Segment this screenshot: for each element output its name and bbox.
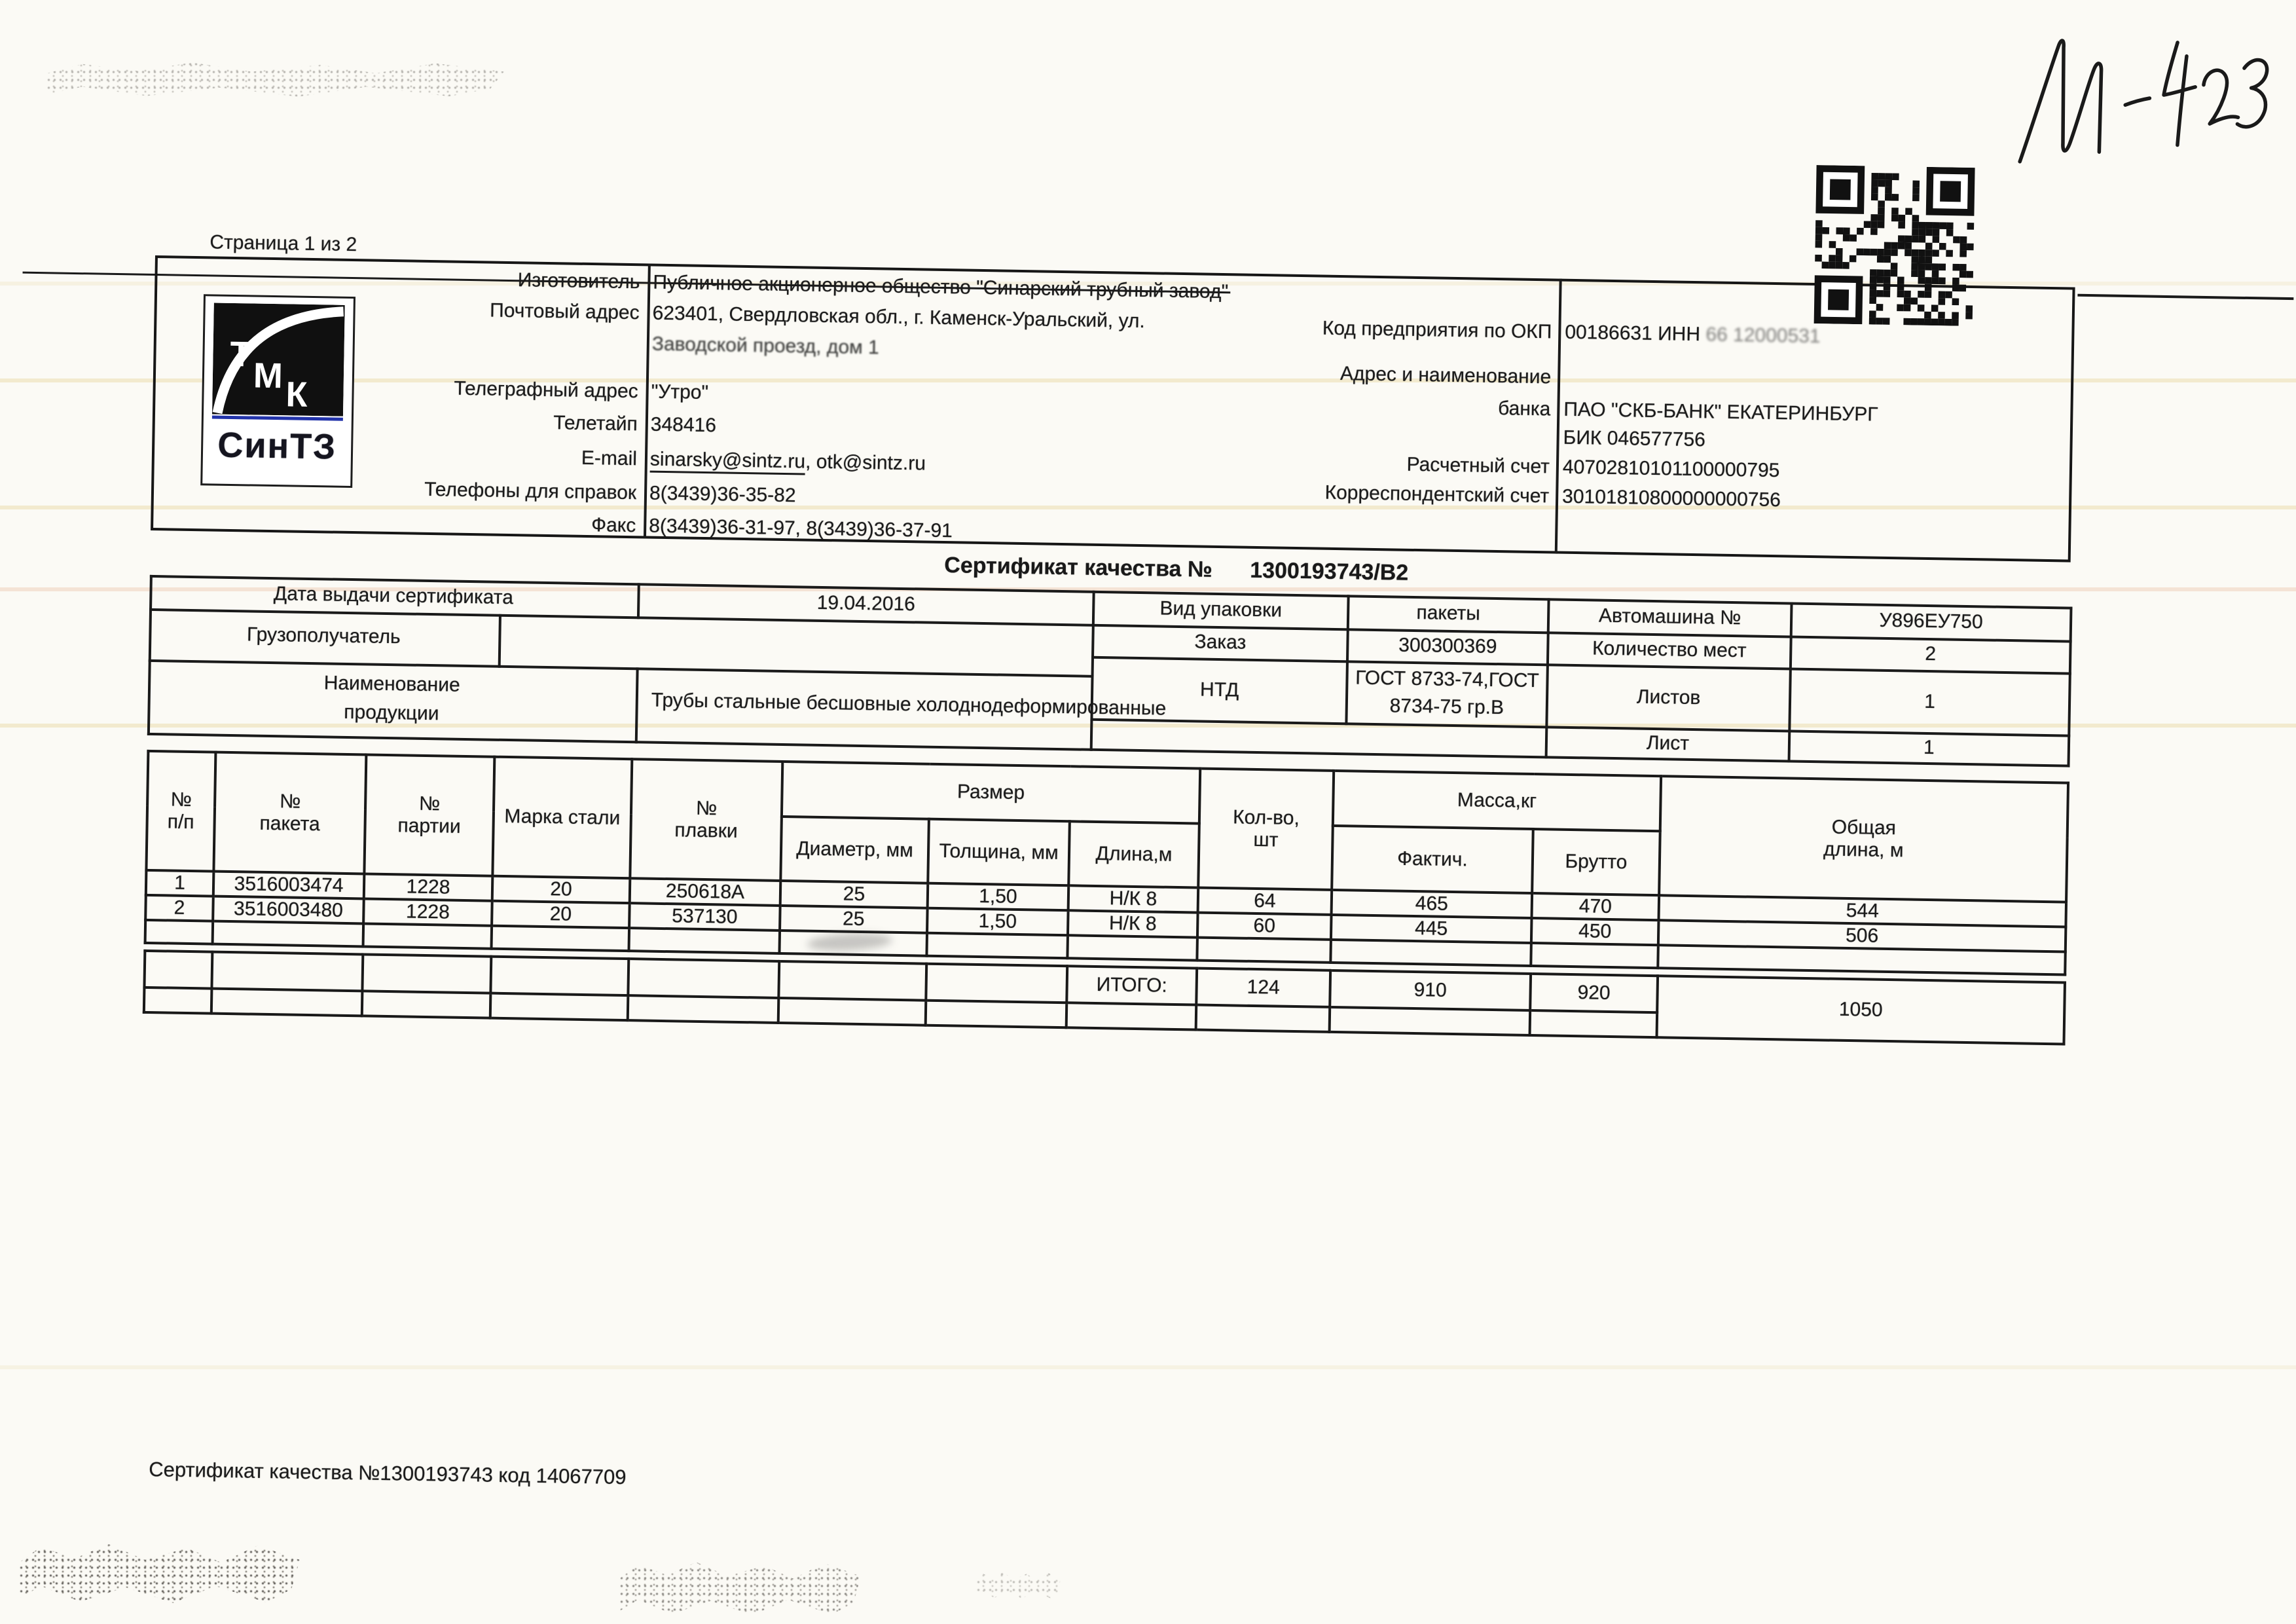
scan-line-artifact xyxy=(2077,294,2293,300)
table-cell: 544 xyxy=(1659,895,2067,927)
field-label: Телефоны для справок xyxy=(424,478,637,504)
corr-account-value: 30101810800000000756 xyxy=(1561,485,1781,511)
email-secondary: otk@sintz.ru xyxy=(816,451,926,475)
table-cell: 1,50 xyxy=(927,908,1068,936)
field-label: Телеграфный адрес xyxy=(454,377,638,403)
account-value: 40702810101100000795 xyxy=(1562,456,1780,482)
col-header-thickness: Толщина, мм xyxy=(928,819,1070,886)
pipe-data-table xyxy=(144,750,2070,976)
table-cell: 64 xyxy=(1198,888,1332,915)
col-header-gross: Брутто xyxy=(1532,829,1660,895)
field-value: 623401, Свердловская обл., г. Каменск-Уральский, ул. xyxy=(652,302,1146,333)
col-header-mass-group: Масса,кг xyxy=(1333,771,1661,831)
handwritten-mark xyxy=(1995,18,2286,179)
sheets-value: 1 xyxy=(1923,690,1936,713)
table-cell xyxy=(490,957,629,995)
tmk-letter-k: К xyxy=(285,375,308,415)
table-cell xyxy=(211,989,363,1016)
table-cell xyxy=(492,926,630,951)
sheet-value: 1 xyxy=(1923,736,1935,759)
table-cell: 465 xyxy=(1332,890,1533,918)
table-cell xyxy=(1196,1005,1330,1032)
table-cell xyxy=(211,952,363,991)
field-value: "Утро" xyxy=(651,380,709,404)
table-cell xyxy=(1066,1003,1197,1029)
qr-code xyxy=(1812,165,1978,326)
table-cell xyxy=(144,951,212,989)
table-cell: 20 xyxy=(492,901,630,928)
totals-label: ИТОГО: xyxy=(1066,966,1197,1005)
table-cell xyxy=(362,954,491,993)
consignee-label: Грузополучатель xyxy=(246,623,401,648)
field-label: Адрес и наименование xyxy=(1339,363,1552,388)
table-cell xyxy=(628,959,779,998)
table-cell: 506 xyxy=(1658,920,2066,951)
table-cell: 60 xyxy=(1197,913,1332,940)
field-label: Корреспондентский счет xyxy=(1324,481,1550,507)
col-header-package: № пакета xyxy=(213,752,366,874)
field-label: Телетайп xyxy=(553,412,638,435)
okp-inn-value xyxy=(1565,322,1821,348)
email-value xyxy=(650,449,926,475)
certificate-title-line xyxy=(944,553,1409,586)
table-cell: Н/К 8 xyxy=(1068,910,1198,937)
table-cell xyxy=(926,933,1068,959)
table-cell: 250618А xyxy=(630,878,781,906)
totals-gross: 920 xyxy=(1530,974,1658,1012)
table-cell: 470 xyxy=(1532,893,1660,920)
places-label: Количество мест xyxy=(1592,637,1747,662)
table-cell xyxy=(778,998,926,1025)
tmk-letter-m: М xyxy=(253,356,283,396)
field-label: Факс xyxy=(591,514,636,537)
order-value: 300300369 xyxy=(1398,634,1497,658)
certificate-number: 1300193743/В2 xyxy=(1249,557,1409,585)
page-label: Страница 1 из 2 xyxy=(210,231,357,256)
field-label: Почтовый адрес xyxy=(489,299,640,324)
field-label: Изготовитель xyxy=(517,269,640,293)
col-header-actual: Фактич. xyxy=(1332,826,1533,893)
field-label: банка xyxy=(1497,397,1551,420)
product-label: продукции xyxy=(344,701,439,725)
product-value: Трубы стальные бесшовные холоднодеформированные xyxy=(651,689,1167,720)
handwriting-digit-2 xyxy=(2202,69,2238,124)
field-value: Заводской проезд, дом 1 xyxy=(651,333,880,359)
tmk-logo-mark xyxy=(212,303,345,416)
field-label: Расчетный счет xyxy=(1406,453,1550,478)
col-header-num: № п/п xyxy=(146,751,215,872)
table-cell: 1 xyxy=(146,870,214,896)
ntd-value: 8734-75 гр.В xyxy=(1389,695,1504,719)
bank-bik: БИК 046577756 xyxy=(1563,426,1706,451)
totals-qty: 124 xyxy=(1196,969,1330,1007)
handwriting-digit-4 xyxy=(2159,41,2200,146)
table-cell xyxy=(1530,1010,1658,1037)
truck-label: Автомашина № xyxy=(1598,604,1741,629)
email-primary: sinarsky@sintz.ru xyxy=(650,449,806,475)
table-cell xyxy=(1330,1007,1531,1035)
sheet-label: Лист xyxy=(1646,731,1690,754)
table-cell: 3516003480 xyxy=(213,896,364,924)
field-value: Публичное акционерное общество "Синарский трубный завод" xyxy=(653,271,1229,303)
col-header-size-group: Размер xyxy=(782,762,1200,824)
truck-value: У896ЕУ750 xyxy=(1879,609,1983,633)
col-header-diameter: Диаметр, мм xyxy=(780,817,929,883)
field-label: E-mail xyxy=(581,447,638,470)
field-value: 8(3439)36-31-97, 8(3439)36-37-91 xyxy=(648,515,953,542)
product-label: Наименование xyxy=(323,672,460,696)
table-cell: 450 xyxy=(1531,918,1659,945)
totals-length: 1050 xyxy=(1657,976,2065,1044)
table-cell: 25 xyxy=(780,881,928,908)
sintz-logo-text: СинТЗ xyxy=(217,425,337,467)
table-cell xyxy=(926,1001,1067,1028)
table-cell: 25 xyxy=(780,906,928,933)
col-header-length: Длина,м xyxy=(1068,821,1199,887)
certificate-title: Сертификат качества № xyxy=(944,553,1213,582)
places-value: 2 xyxy=(1925,642,1937,665)
col-header-heat: № плавки xyxy=(630,759,782,881)
field-label: Код предприятия по ОКП xyxy=(1322,317,1552,343)
table-cell xyxy=(1197,938,1331,963)
col-header-total-length: Общая длина, м xyxy=(1659,776,2068,902)
table-cell xyxy=(362,991,491,1018)
col-header-qty: Кол-во, шт xyxy=(1198,769,1334,890)
ntd-value: ГОСТ 8733-74,ГОСТ xyxy=(1355,667,1540,692)
order-label: Заказ xyxy=(1194,631,1247,654)
okp-value: 00186631 ИНН xyxy=(1565,321,1701,346)
table-cell xyxy=(628,995,779,1023)
email-separator: , xyxy=(805,451,817,473)
date-label: Дата выдачи сертификата xyxy=(273,583,514,609)
handwriting-dash xyxy=(2125,98,2150,105)
table-cell xyxy=(1531,943,1658,968)
table-cell: Н/К 8 xyxy=(1068,885,1199,912)
table-cell: 1228 xyxy=(363,898,492,925)
table-cell: 1228 xyxy=(364,874,493,900)
table-cell xyxy=(1330,940,1531,966)
table-cell: 1,50 xyxy=(928,883,1069,911)
footer-text: Сертификат качества №1300193743 код 14067709 xyxy=(148,1458,627,1489)
table-cell: 445 xyxy=(1331,915,1532,943)
bank-name: ПАО "СКБ-БАНК" ЕКАТЕРИНБУРГ xyxy=(1563,398,1878,426)
table-cell xyxy=(145,920,213,944)
table-cell: 537130 xyxy=(629,903,780,931)
table-cell xyxy=(144,987,212,1014)
sheets-label: Листов xyxy=(1636,686,1701,709)
inn-value: 66 12000531 xyxy=(1705,323,1821,348)
packing-value: пакеты xyxy=(1416,602,1481,625)
table-cell: 20 xyxy=(492,876,630,903)
field-value: 348416 xyxy=(650,413,717,437)
table-cell: 2 xyxy=(145,895,213,921)
table-cell xyxy=(490,993,629,1020)
info-table-line xyxy=(498,614,501,668)
col-header-steel: Марка стали xyxy=(492,757,632,878)
tmk-letter-t: Т xyxy=(230,334,253,375)
table-cell: 3516003474 xyxy=(213,872,365,899)
table-cell xyxy=(1067,935,1197,960)
table-cell xyxy=(629,928,780,953)
col-header-batch: № партии xyxy=(364,754,494,876)
table-cell xyxy=(213,921,364,947)
field-value: 8(3439)36-35-82 xyxy=(649,482,796,507)
table-cell xyxy=(778,961,926,1001)
ntd-label: НТД xyxy=(1199,678,1239,701)
table-cell xyxy=(363,923,492,948)
table-cell xyxy=(926,964,1067,1003)
handwriting-letter-m xyxy=(2009,37,2109,162)
date-value: 19.04.2016 xyxy=(816,591,916,616)
totals-actual: 910 xyxy=(1330,970,1531,1010)
packing-label: Вид упаковки xyxy=(1159,597,1283,621)
